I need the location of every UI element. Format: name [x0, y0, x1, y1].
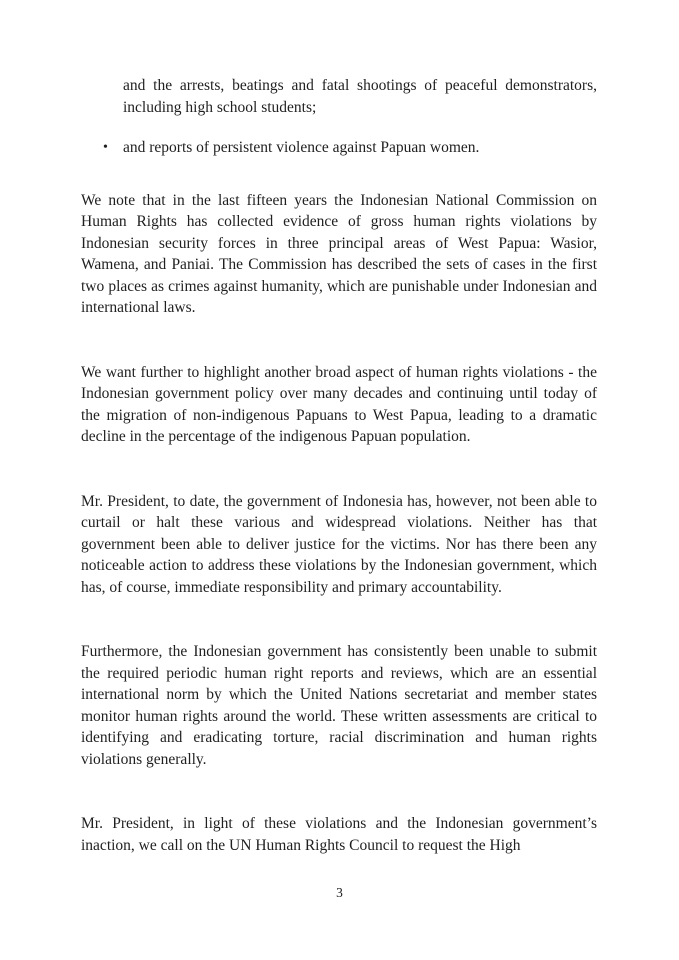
paragraph-migration-policy: We want further to highlight another broad aspect of human rights violations - the Indonesian government policy over many decades and continuing until today of the migration of non-indigenous Papuans to West Papua, leading to a dramatic decline in the percentage of the indigenous Papuan population. [81, 363, 597, 445]
list-item-text: and reports of persistent violence against Papuan women. [123, 139, 480, 156]
paragraph-commission-findings: We note that in the last fifteen years the Indonesian National Commission on Human Rights has collected evidence of gross human rights violations by Indonesian security forces in three principal areas of West Papua: Wasior, Wamena, and Paniai. The Commission has described the sets of cases in the first two places as crimes against humanity, which are punishable under Indonesian and international laws. [81, 191, 597, 316]
paragraph-government-inaction: Mr. President, to date, the government of Indonesia has, however, not been able to curtail or halt these various and widespread violations. Neither has that government been able to deliver justice for the victims. Nor has there been any noticeable action to address these violations by the Indonesian government, which has, of course, immediate responsibility and primary accountability. [81, 492, 597, 596]
page-number: 3 [336, 885, 343, 900]
paragraph-reporting-failure: Furthermore, the Indonesian government has consistently been unable to submit the required periodic human right reports and reviews, which are an essential international norm by which the United Nations secretariat and member states monitor human rights around the world. These written assessments are critical to identifying and eradicating torture, racial discrimination and human rights violations generally. [81, 643, 597, 768]
paragraph-call-on-council: Mr. President, in light of these violations and the Indonesian government’s inaction, we call on the UN Human Rights Council to request the High [81, 815, 597, 854]
list-item-continuation-text: and the arrests, beatings and fatal shootings of peaceful demonstrators, including high school students; [123, 77, 597, 116]
bullet-icon: • [103, 140, 108, 155]
bullet-list [81, 75, 597, 159]
list-item [103, 137, 597, 159]
